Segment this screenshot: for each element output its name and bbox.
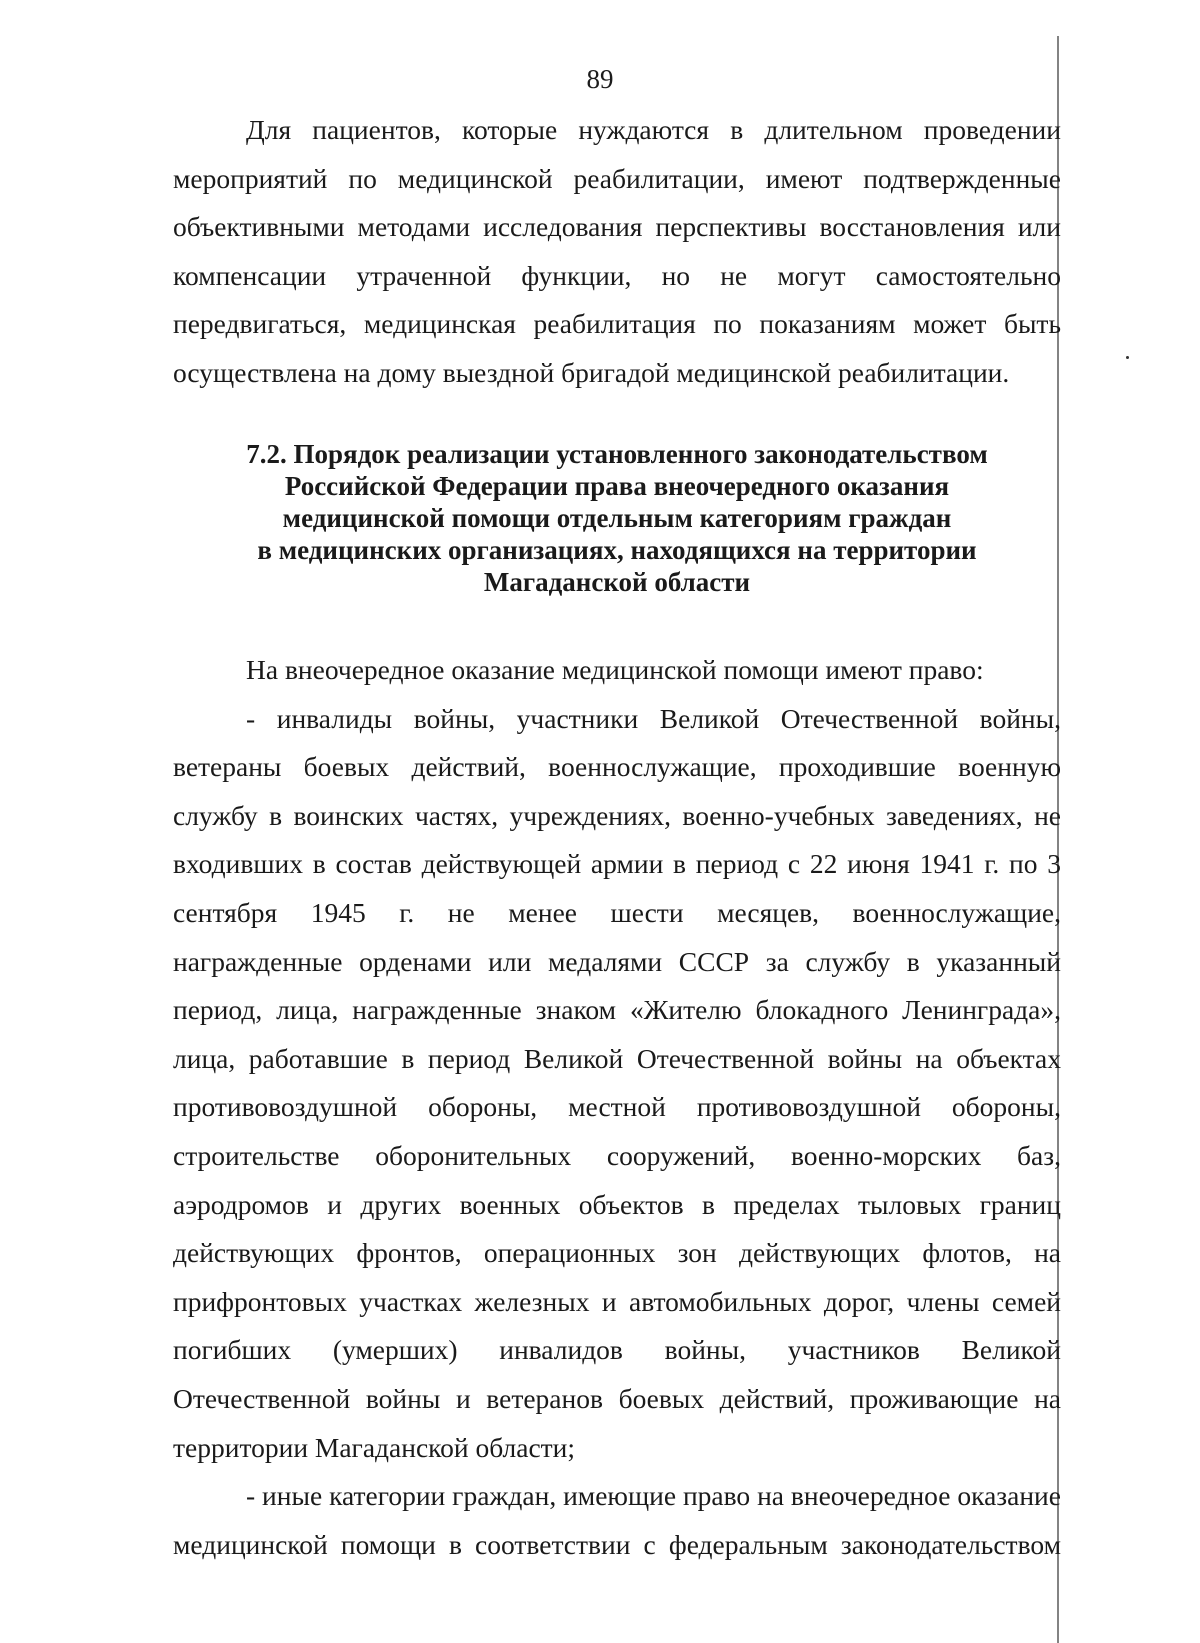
text-line: награжденные орденами или медалями СССР за службу в указанный xyxy=(173,945,1061,977)
text-line: компенсации утраченной функции, но не могут самостоятельно xyxy=(173,259,1061,291)
text-line: Отечественной войны и ветеранов боевых действий, проживающие на xyxy=(173,1382,1061,1414)
text-line: мероприятий по медицинской реабилитации, имеют подтвержденные xyxy=(173,162,1061,194)
heading-line: медицинской помощи отдельным категориям граждан xyxy=(282,503,952,533)
text-line: Для пациентов, которые нуждаются в длительном проведении xyxy=(246,114,1061,145)
text-line: период, лица, награжденные знаком «Жителю блокадного Ленинграда», xyxy=(173,994,1061,1026)
paragraph-rehabilitation xyxy=(173,106,1061,398)
text-line: входивших в состав действующей армии в период с 22 июня 1941 г. по 3 xyxy=(173,848,1061,880)
text-line: - инвалиды войны, участники Великой Отечественной войны, xyxy=(246,702,1061,734)
text-line: аэродромов и других военных объектов в пределах тыловых границ xyxy=(173,1188,1061,1220)
heading-line: 7.2. Порядок реализации установленного законодательством xyxy=(246,439,988,469)
text-line: службу в воинских частях, учреждениях, военно-учебных заведениях, не xyxy=(173,799,1061,831)
text-line: лица, работавшие в период Великой Отечественной войны на объектах xyxy=(173,1042,1061,1074)
text-line: медицинской помощи в соответствии с федеральным законодательством xyxy=(173,1528,1061,1560)
text-line: - иные категории граждан, имеющие право на внеочередное оказание xyxy=(246,1480,1061,1512)
text-line: противовоздушной обороны, местной противовоздушной обороны, xyxy=(173,1091,1061,1123)
section-heading xyxy=(173,438,1061,598)
text-line: ветераны боевых действий, военнослужащие, проходившие военную xyxy=(173,751,1061,783)
heading-line: Российской Федерации права внеочередного оказания xyxy=(284,471,950,501)
text-line: территории Магаданской области; xyxy=(173,1431,576,1463)
text-line: объективными методами исследования перспективы восстановления или xyxy=(173,211,1061,243)
heading-line: Магаданской области xyxy=(483,567,751,597)
heading-line: в медицинских организациях, находящихся на территории xyxy=(257,535,977,565)
text-line: погибших (умерших) инвалидов войны, участников Великой xyxy=(173,1334,1061,1366)
scan-speck xyxy=(1126,356,1129,359)
text-line: строительстве оборонительных сооружений, военно-морских баз, xyxy=(173,1139,1061,1171)
text-line: прифронтовых участках железных и автомобильных дорог, члены семей xyxy=(173,1285,1061,1317)
text-line: сентября 1945 г. не менее шести месяцев, военнослужащие, xyxy=(173,896,1061,928)
text-line: передвигаться, медицинская реабилитация по показаниям может быть xyxy=(173,308,1061,340)
eligibility-section xyxy=(173,646,1061,1569)
text-line: осуществлена на дому выездной бригадой медицинской реабилитации. xyxy=(173,356,1010,388)
text-line: действующих фронтов, операционных зон действующих флотов, на xyxy=(173,1237,1061,1269)
page-number: 89 xyxy=(586,64,614,94)
intro-line: На внеочередное оказание медицинской помощи имеют право: xyxy=(246,654,984,685)
